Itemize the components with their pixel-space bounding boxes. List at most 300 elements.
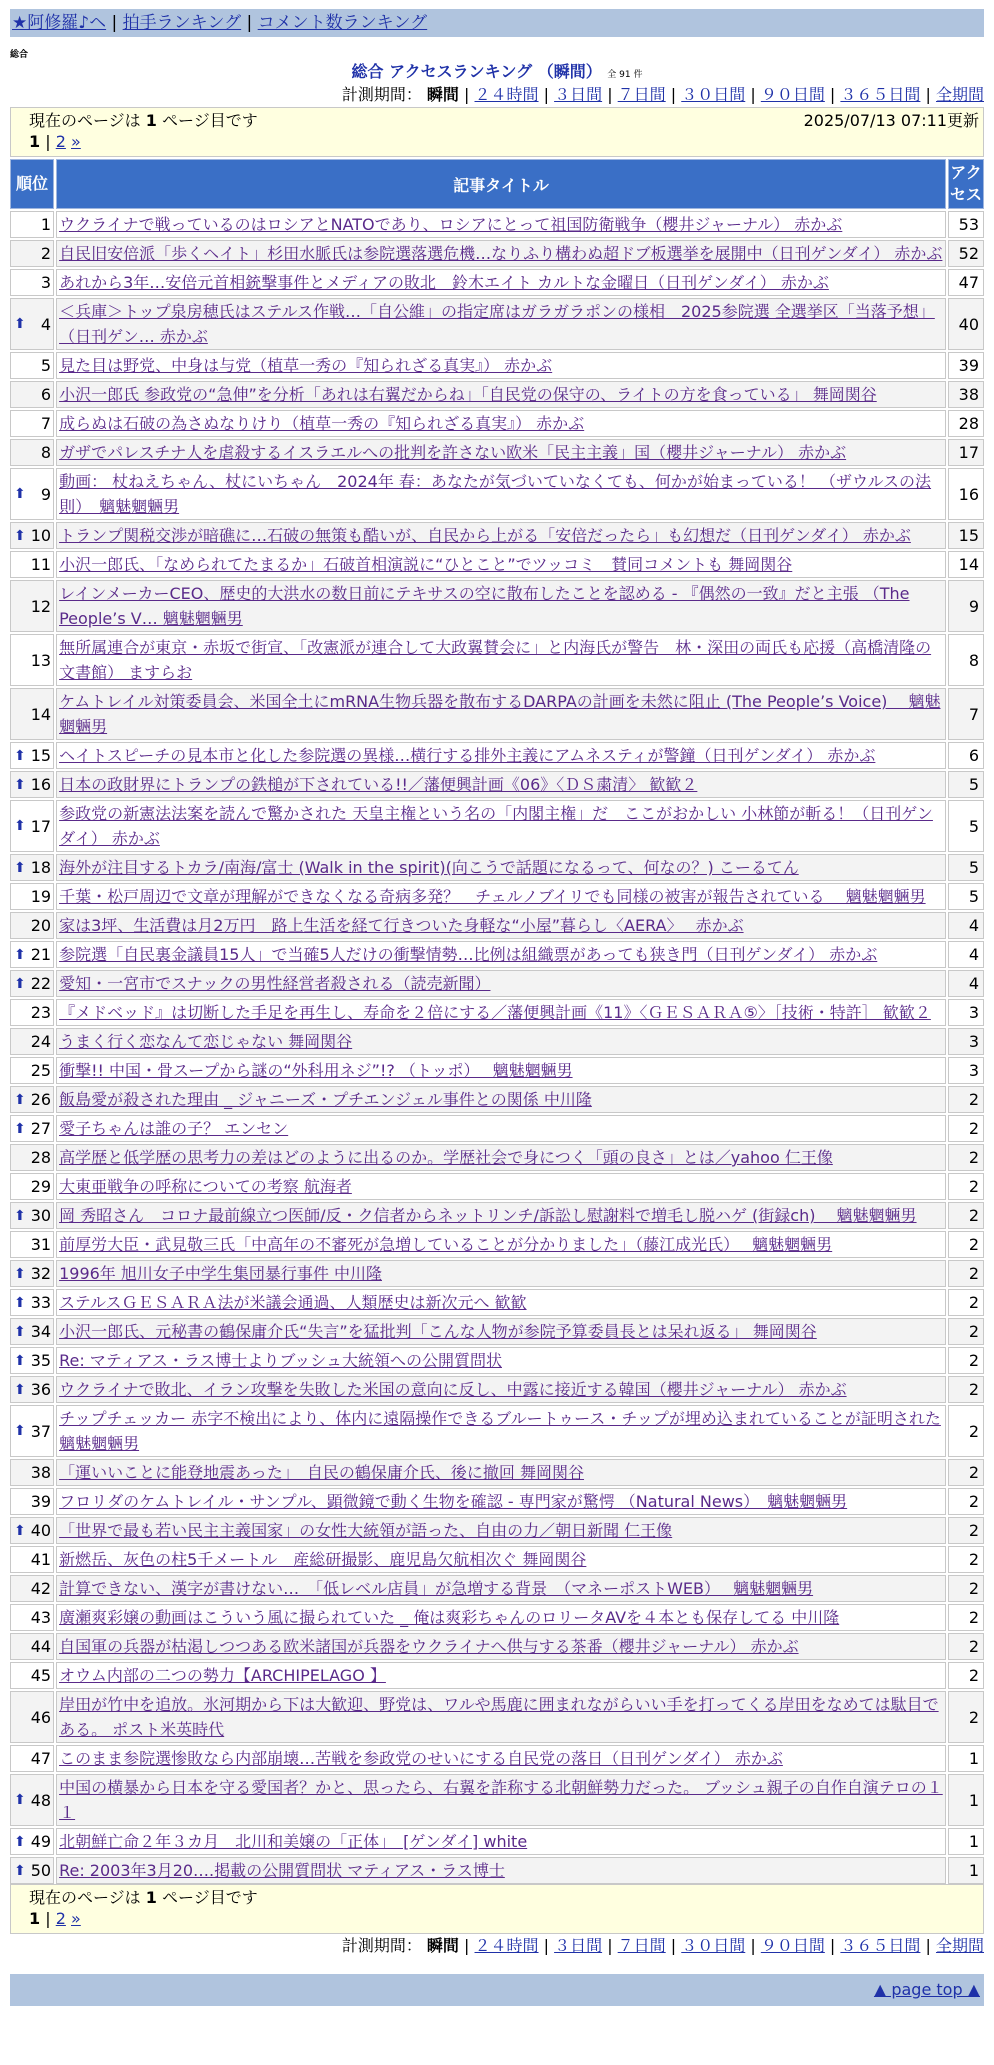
rank-cell — [10, 468, 54, 520]
access-count: 16 — [948, 468, 984, 520]
period-separator: | — [665, 1936, 682, 1955]
title-cell — [56, 381, 946, 408]
title-cell — [56, 1857, 946, 1884]
rank-cell — [10, 1260, 54, 1287]
access-count: 47 — [948, 269, 984, 296]
period-selector-bottom — [10, 1934, 984, 1958]
period-current: 瞬間 — [426, 85, 459, 104]
table-row — [10, 1405, 984, 1457]
article-title-link[interactable]: 北朝鮮亡命２年３カ月 北川和美嬢の「正体」 [ゲンダイ] white — [59, 1832, 528, 1851]
rank-number: 30 — [30, 1206, 52, 1225]
rank-cell — [10, 1405, 54, 1457]
access-count: 2 — [948, 1231, 984, 1258]
rank-cell — [10, 1662, 54, 1689]
title-cell — [56, 912, 946, 939]
rank-up-arrow-icon: ⬆ — [14, 1522, 26, 1539]
page-top-link[interactable]: ▲ page top ▲ — [873, 1980, 980, 1999]
period-separator: | — [824, 85, 841, 104]
rank-cell — [10, 941, 54, 968]
title-cell — [56, 1546, 946, 1573]
rank-number: 35 — [30, 1351, 52, 1370]
page-status-number: 1 — [145, 1888, 157, 1907]
table-row — [10, 1662, 984, 1689]
rank-cell — [10, 410, 54, 437]
rank-cell — [10, 269, 54, 296]
period-links — [464, 1936, 984, 1955]
rank-cell — [10, 1115, 54, 1142]
access-count: 9 — [948, 580, 984, 632]
article-title-link[interactable]: ガザでパレスチナ人を虐殺するイスラエルへの批判を許さない欧米「民主主義」国（櫻井ジャーナル） 赤かぶ — [59, 443, 847, 462]
rank-up-arrow-icon: ⬆ — [14, 975, 26, 992]
rank-number: 40 — [30, 1521, 52, 1540]
period-link[interactable]: ３０日間 — [681, 1936, 746, 1955]
access-count: 2 — [948, 1662, 984, 1689]
access-count: 15 — [948, 522, 984, 549]
next-page-link[interactable]: » — [71, 1909, 81, 1928]
page-2-link[interactable]: 2 — [55, 132, 66, 151]
article-title-link[interactable]: ＜兵庫＞トップ泉房穂氏はステルス作戦…「自公維」の指定席はガラガラポンの様相 2025参院選 全選挙区「当落予想」（日刊ゲン… 赤かぶ — [59, 302, 935, 346]
article-title-link[interactable]: 自国軍の兵器が枯渇しつつある欧米諸国が兵器をウクライナへ供与する茶番（櫻井ジャーナル） 赤かぶ — [59, 1637, 799, 1656]
table-row — [10, 771, 984, 798]
rank-up-arrow-icon: ⬆ — [14, 747, 26, 764]
article-title-link[interactable]: 衝撃!! 中国・骨スープから謎の“外科用ネジ”!? （トッポ） 魑魅魍魎男 — [59, 1061, 573, 1080]
article-title-link[interactable]: 「世界で最も若い民主主義国家」の女性大統領が語った、自由の力／朝日新聞 仁王像 — [59, 1521, 673, 1540]
period-link[interactable]: ７日間 — [617, 85, 666, 104]
rank-number: 29 — [30, 1177, 52, 1196]
article-title-link[interactable]: 千葉・松戸周辺で文章が理解ができなくなる奇病多発？ チェルノブイリでも同様の被害が報告されている 魑魅魍魎男 — [59, 887, 926, 906]
article-title-link[interactable]: 「運いいことに能登地震あった」 自民の鶴保庸介氏、後に撤回 舞岡関谷 — [59, 1463, 585, 1482]
rank-up-arrow-icon: ⬆ — [14, 859, 26, 876]
rank-up-arrow-icon: ⬆ — [14, 1265, 26, 1282]
table-row — [10, 634, 984, 686]
table-row — [10, 1115, 984, 1142]
table-row — [10, 941, 984, 968]
rank-cell — [10, 854, 54, 881]
home-link[interactable]: ★阿修羅♪ヘ — [12, 13, 107, 33]
applause-ranking-link[interactable]: 拍手ランキング — [122, 13, 242, 33]
article-title-link[interactable]: 成らぬは石破の為さぬなりけり（植草一秀の『知られざる真実』） 赤かぶ — [59, 414, 585, 433]
rank-cell — [10, 1347, 54, 1374]
rank-number: 48 — [30, 1790, 52, 1810]
page-info-top — [10, 107, 984, 157]
next-page-link[interactable]: » — [71, 132, 81, 151]
table-row — [10, 1057, 984, 1084]
table-row — [10, 1517, 984, 1544]
page-status-prefix: 現在のページは — [29, 1888, 146, 1907]
access-count: 2 — [948, 1289, 984, 1316]
rank-number: 39 — [30, 1492, 52, 1511]
rank-cell — [10, 800, 54, 852]
rank-cell — [10, 551, 54, 578]
article-title-link[interactable]: Re: 2003年3月20….掲載の公開質問状 マティアス・ラス博士 — [59, 1861, 505, 1880]
rank-number: 23 — [30, 1003, 52, 1022]
period-link[interactable]: ９０日間 — [760, 1936, 825, 1955]
rank-cell — [10, 883, 54, 910]
period-separator: | — [602, 1936, 618, 1955]
period-separator: | — [824, 1936, 841, 1955]
period-label: 計測期間： — [341, 1936, 422, 1955]
period-separator: | — [538, 85, 555, 104]
period-link[interactable]: ３６５日間 — [840, 1936, 921, 1955]
rank-cell — [10, 1144, 54, 1171]
table-row — [10, 211, 984, 238]
article-title-link[interactable]: 中国の横暴から日本を守る愛国者？かと、思ったら、右翼を詐称する北朝鮮勢力だった。 ブッシュ親子の自作自演テロの１１ — [59, 1778, 943, 1822]
access-count: 39 — [948, 352, 984, 379]
title-cell — [56, 1745, 946, 1772]
period-separator: | — [464, 85, 475, 104]
access-count: 2 — [948, 1086, 984, 1113]
article-title-link[interactable]: 1996年 旭川女子中学生集団暴行事件 中川隆 — [59, 1264, 382, 1283]
rank-number: 41 — [30, 1550, 52, 1569]
title-column-header: 記事タイトル — [56, 159, 946, 209]
period-link[interactable]: ７日間 — [617, 1936, 666, 1955]
table-row — [10, 1604, 984, 1631]
title-cell — [56, 1633, 946, 1660]
rank-number: 49 — [30, 1832, 52, 1851]
rank-up-arrow-icon: ⬆ — [14, 1323, 26, 1340]
period-separator: | — [920, 85, 936, 104]
table-row — [10, 1691, 984, 1743]
article-title-link[interactable]: フロリダのケムトレイル・サンプル、顕微鏡で動く生物を確認 - 専門家が驚愕 （Natural News） 魑魅魍魎男 — [59, 1492, 848, 1511]
access-count: 17 — [948, 439, 984, 466]
title-cell — [56, 1691, 946, 1743]
article-title-link[interactable]: 新燃岳、灰色の柱5千メートル 産総研撮影、鹿児島欠航相次ぐ 舞岡関谷 — [59, 1550, 587, 1569]
table-row — [10, 1318, 984, 1345]
title-cell — [56, 1662, 946, 1689]
rank-number: 14 — [30, 704, 52, 724]
title-cell — [56, 1115, 946, 1142]
title-cell — [56, 1057, 946, 1084]
rank-cell — [10, 1828, 54, 1855]
comment-ranking-link[interactable]: コメント数ランキング — [257, 13, 428, 33]
article-title-link[interactable]: 自民旧安倍派「歩くヘイト」杉田水脈氏は参院選落選危機…なりふり構わぬ超ドブ板選挙を展開中（日刊ゲンダイ） 赤かぶ — [59, 244, 943, 263]
article-title-link[interactable]: あれから3年…安倍元首相銃撃事件とメディアの敗北 鈴木エイト カルトな金曜日（日刊ゲンダイ） 赤かぶ — [59, 273, 829, 292]
table-row — [10, 1575, 984, 1602]
rank-number: 8 — [40, 443, 52, 462]
article-title-link[interactable]: ケムトレイル対策委員会、米国全土にmRNA生物兵器を散布するDARPAの計画を未然に阻止 (The People’s Voice) 魑魅魍魎男 — [59, 692, 941, 736]
rank-number: 45 — [30, 1666, 52, 1685]
table-row — [10, 1459, 984, 1486]
title-cell — [56, 941, 946, 968]
rank-up-arrow-icon: ⬆ — [14, 1352, 26, 1369]
title-cell — [56, 522, 946, 549]
title-cell — [56, 1459, 946, 1486]
rank-cell — [10, 1546, 54, 1573]
title-cell — [56, 1405, 946, 1457]
rank-cell — [10, 580, 54, 632]
article-title-link[interactable]: 動画： 杖ねえちゃん、杖にいちゃん 2024年 春：あなたが気づいていなくても、何かが始まっている！ （ザウルスの法則） 魑魅魍魎男 — [59, 472, 932, 516]
rank-number: 26 — [30, 1090, 52, 1109]
rank-cell — [10, 1231, 54, 1258]
article-title-link[interactable]: ウクライナで敗北、イラン攻撃を失敗した米国の意向に反し、中露に接近する韓国（櫻井ジャーナル） 赤かぶ — [59, 1380, 847, 1399]
title-cell — [56, 1347, 946, 1374]
title-cell — [56, 771, 946, 798]
access-count: 2 — [948, 1546, 984, 1573]
current-page: 1 — [29, 132, 41, 151]
rank-up-arrow-icon: ⬆ — [14, 1423, 26, 1439]
ranking-title: 総合 アクセスランキング （瞬間） — [351, 62, 602, 81]
rank-up-arrow-icon: ⬆ — [14, 1862, 26, 1879]
rank-cell — [10, 634, 54, 686]
period-link[interactable]: ３０日間 — [681, 85, 746, 104]
rank-number: 6 — [40, 385, 52, 404]
title-cell — [56, 1231, 946, 1258]
article-title-link[interactable]: 岡 秀昭さん コロナ最前線立つ医師/反・ク信者からネットリンチ/訴訟し慰謝料で増毛し脱ハゲ (街録ch) 魑魅魍魎男 — [59, 1206, 917, 1225]
period-link[interactable]: ３６５日間 — [840, 85, 921, 104]
title-cell — [56, 269, 946, 296]
rank-number: 1 — [40, 215, 52, 234]
table-row — [10, 381, 984, 408]
table-row — [10, 1347, 984, 1374]
rank-cell — [10, 211, 54, 238]
access-count: 2 — [948, 1575, 984, 1602]
rank-number: 46 — [30, 1707, 52, 1727]
title-cell — [56, 1604, 946, 1631]
rank-cell — [10, 352, 54, 379]
table-row — [10, 1202, 984, 1229]
rank-number: 25 — [30, 1061, 52, 1080]
table-row — [10, 1546, 984, 1573]
rank-number: 7 — [40, 414, 52, 433]
period-link[interactable]: ３日間 — [554, 85, 603, 104]
rank-number: 36 — [30, 1380, 52, 1399]
period-link[interactable]: ２４時間 — [474, 85, 539, 104]
rank-cell — [10, 1376, 54, 1403]
table-row — [10, 1028, 984, 1055]
access-count: 5 — [948, 800, 984, 852]
table-row — [10, 970, 984, 997]
title-cell — [56, 439, 946, 466]
article-title-link[interactable]: オウム内部の二つの勢力【ARCHIPELAGO 】 — [59, 1666, 386, 1685]
title-cell — [56, 970, 946, 997]
access-count: 2 — [948, 1347, 984, 1374]
article-title-link[interactable]: 参政党の新憲法法案を読んで驚かされた 天皇主権という名の「内閣主権」だ ここがおかしい 小林節が斬る！（日刊ゲンダイ） 赤かぶ — [59, 804, 933, 848]
rank-number: 12 — [30, 596, 52, 616]
rank-cell — [10, 1028, 54, 1055]
rank-number: 43 — [30, 1608, 52, 1627]
article-title-link[interactable]: うまく行く恋なんて恋じゃない 舞岡関谷 — [59, 1032, 353, 1051]
table-row — [10, 999, 984, 1026]
rank-number: 34 — [30, 1322, 52, 1341]
rank-cell — [10, 1289, 54, 1316]
rank-up-arrow-icon: ⬆ — [14, 486, 26, 502]
article-title-link[interactable]: 愛子ちゃんは誰の子？ エンセン — [59, 1119, 289, 1138]
table-row — [10, 800, 984, 852]
rank-number: 17 — [30, 816, 52, 836]
article-title-link[interactable]: 小沢一郎氏、「なめられてたまるか」石破首相演説に“ひとこと”でツッコミ 賛同コメントも 舞岡関谷 — [59, 555, 793, 574]
article-title-link[interactable]: このまま参院選惨敗なら内部崩壊…苦戦を参政党のせいにする自民党の落日（日刊ゲンダイ） 赤かぶ — [59, 1749, 783, 1768]
table-row — [10, 1857, 984, 1884]
rank-cell — [10, 439, 54, 466]
rank-cell — [10, 688, 54, 740]
page-status-suffix: ページ目です — [156, 111, 258, 130]
table-row — [10, 1231, 984, 1258]
article-title-link[interactable]: 大東亜戦争の呼称についての考察 航海者 — [59, 1177, 352, 1196]
period-separator: | — [665, 85, 682, 104]
article-title-link[interactable]: トランプ関税交渉が暗礁に…石破の無策も酷いが、自民から上がる「安倍だったら」も幻想だ（日刊ゲンダイ） 赤かぶ — [59, 526, 911, 545]
rank-number: 19 — [30, 887, 52, 906]
rank-number: 22 — [30, 974, 52, 993]
access-count: 3 — [948, 1028, 984, 1055]
rank-number: 2 — [40, 244, 52, 263]
rank-up-arrow-icon: ⬆ — [14, 1792, 26, 1808]
title-cell — [56, 634, 946, 686]
period-link[interactable]: 全期間 — [935, 1936, 984, 1955]
rank-number: 33 — [30, 1293, 52, 1312]
access-count: 2 — [948, 1376, 984, 1403]
rank-number: 20 — [30, 916, 52, 935]
article-title-link[interactable]: 愛知・一宮市でスナックの男性経営者殺される（読売新聞） — [59, 974, 491, 993]
table-row — [10, 551, 984, 578]
access-count: 2 — [948, 1459, 984, 1486]
title-cell — [56, 1260, 946, 1287]
title-cell — [56, 1488, 946, 1515]
article-title-link[interactable]: 飯島愛が殺された理由 _ ジャニーズ・プチエンジェル事件との関係 中川隆 — [59, 1090, 592, 1109]
title-cell — [56, 1774, 946, 1826]
article-title-link[interactable]: ステルスＧＥＳＡＲＡ法が米議会通過、人類歴史は新次元へ 歓歓 — [59, 1293, 527, 1312]
title-cell — [56, 1144, 946, 1171]
page-2-link[interactable]: 2 — [55, 1909, 66, 1928]
access-count: 2 — [948, 1691, 984, 1743]
title-cell — [56, 211, 946, 238]
title-cell — [56, 551, 946, 578]
rank-number: 15 — [30, 746, 52, 765]
table-row — [10, 1774, 984, 1826]
table-row — [10, 1173, 984, 1200]
rank-up-arrow-icon: ⬆ — [14, 1294, 26, 1311]
period-separator: | — [745, 1936, 761, 1955]
period-link[interactable]: 全期間 — [935, 85, 984, 104]
article-title-link[interactable]: 日本の政財界にトランプの鉄槌が下されている!!／藩便興計画《06》〈ＤＳ粛清〉 歓歓２ — [59, 775, 698, 794]
rank-up-arrow-icon: ⬆ — [14, 1207, 26, 1224]
rank-number: 21 — [30, 945, 52, 964]
current-page: 1 — [29, 1909, 41, 1928]
page-title — [10, 61, 984, 83]
rank-number: 10 — [30, 526, 52, 545]
period-separator: | — [464, 1936, 475, 1955]
table-row — [10, 410, 984, 437]
nav-separator: | — [246, 13, 253, 33]
access-count: 4 — [948, 970, 984, 997]
page-status-number: 1 — [145, 111, 157, 130]
title-cell — [56, 1086, 946, 1113]
access-count: 5 — [948, 854, 984, 881]
table-row — [10, 1745, 984, 1772]
rank-cell — [10, 1745, 54, 1772]
pagination-separator: | — [45, 1909, 51, 1928]
access-count: 1 — [948, 1828, 984, 1855]
table-row — [10, 269, 984, 296]
table-row — [10, 580, 984, 632]
article-title-link[interactable]: 家は3坪、生活費は月2万円 路上生活を経て行きついた身軽な“小屋”暮らし〈AERA〉 赤かぶ — [59, 916, 744, 935]
title-cell — [56, 1289, 946, 1316]
access-count: 2 — [948, 1405, 984, 1457]
access-count: 2 — [948, 1318, 984, 1345]
article-title-link[interactable]: 参院選「自民裏金議員15人」で当確5人だけの衝撃情勢…比例は組織票があっても狭き門（日刊ゲンダイ） 赤かぶ — [59, 945, 878, 964]
article-title-link[interactable]: ウクライナで戦っているのはロシアとNATOであり、ロシアにとって祖国防衛戦争（櫻井ジャーナル） 赤かぶ — [59, 215, 843, 234]
period-link[interactable]: ９０日間 — [760, 85, 825, 104]
rank-cell — [10, 1459, 54, 1486]
rank-cell — [10, 381, 54, 408]
access-count: 2 — [948, 1517, 984, 1544]
rank-cell — [10, 1604, 54, 1631]
period-link[interactable]: ２４時間 — [474, 1936, 539, 1955]
article-title-link[interactable]: 無所属連合が東京・赤坂で街宣、「改憲派が連合して大政翼賛会に」と内海氏が警告 林・深田の両氏も応援（高橋清隆の文書館） ますらお — [59, 638, 932, 682]
table-row — [10, 688, 984, 740]
rank-up-arrow-icon: ⬆ — [14, 776, 26, 793]
article-title-link[interactable]: 小沢一郎氏、元秘書の鶴保庸介氏“失言”を猛批判「こんな人物が参院予算委員長とは呆れ返る」 舞岡関谷 — [59, 1322, 817, 1341]
access-count: 4 — [948, 941, 984, 968]
rank-number: 47 — [30, 1749, 52, 1768]
table-row — [10, 1086, 984, 1113]
period-link[interactable]: ３日間 — [554, 1936, 603, 1955]
access-count: 7 — [948, 688, 984, 740]
rank-up-arrow-icon: ⬆ — [14, 1120, 26, 1137]
rank-number: 37 — [30, 1421, 52, 1441]
rank-number: 38 — [30, 1463, 52, 1482]
article-title-link[interactable]: 岸田が竹中を追放。氷河期から下は大歓迎、野党は、ワルや馬鹿に囲まれながらいい手を打ってくる岸田をなめては駄目である。 ポスト米英時代 — [59, 1695, 939, 1739]
article-title-link[interactable]: チップチェッカー 赤字不検出により、体内に遠隔操作できるブルートゥース・チップが埋め込まれていることが証明された 魑魅魍魎男 — [59, 1409, 941, 1453]
ranking-body — [10, 211, 984, 1884]
title-cell — [56, 410, 946, 437]
access-count: 4 — [948, 912, 984, 939]
article-title-link[interactable]: ヘイトスピーチの見本市と化した参院選の異様…横行する排外主義にアムネスティが警鐘（日刊ゲンダイ） 赤かぶ — [59, 746, 876, 765]
access-count: 53 — [948, 211, 984, 238]
article-title-link[interactable]: 海外が注目するトカラ/南海/富士 (Walk in the spirit)(向こうで話題になるって、何なの？) こーるてん — [59, 858, 799, 877]
updated-timestamp: 2025/07/13 07:11更新 — [803, 111, 979, 130]
article-title-link[interactable]: 高学歴と低学歴の思考力の差はどのように出るのか。学歴社会で身につく「頭の良さ」とは／yahoo 仁王像 — [59, 1148, 833, 1167]
period-separator: | — [920, 1936, 936, 1955]
rank-up-arrow-icon: ⬆ — [14, 946, 26, 963]
article-title-link[interactable]: 『メドベッド』は切断した手足を再生し、寿命を２倍にする／藩便興計画《11》〈ＧＥＳＡＲＡ⑤〉［技術・特許］ 歓歓２ — [59, 1003, 931, 1022]
article-title-link[interactable]: Re: マティアス・ラス博士よりブッシュ大統領への公開質問状 — [59, 1351, 502, 1370]
article-title-link[interactable]: 見た目は野党、中身は与党（植草一秀の『知られざる真実』） 赤かぶ — [59, 356, 553, 375]
period-separator: | — [538, 1936, 555, 1955]
title-cell — [56, 1376, 946, 1403]
article-title-link[interactable]: 計算できない、漢字が書けない… 「低レベル店員」が急増する背景 （マネーポストWEB） 魑魅魍魎男 — [59, 1579, 814, 1598]
article-title-link[interactable]: 廣瀬爽彩嬢の動画はこういう風に撮られていた _ 俺は爽彩ちゃんのロリータAVを４本とも保存してる 中川隆 — [59, 1608, 840, 1627]
rank-number: 4 — [40, 314, 52, 334]
access-count: 3 — [948, 1057, 984, 1084]
table-row — [10, 1828, 984, 1855]
access-count: 40 — [948, 298, 984, 350]
table-row — [10, 1289, 984, 1316]
rank-number: 11 — [30, 555, 52, 574]
ranking-table — [8, 157, 986, 1886]
table-row — [10, 1260, 984, 1287]
access-count: 52 — [948, 240, 984, 267]
table-row — [10, 1376, 984, 1403]
rank-number: 28 — [30, 1148, 52, 1167]
title-cell — [56, 883, 946, 910]
rank-cell — [10, 771, 54, 798]
article-title-link[interactable]: レインメーカーCEO、歴史的大洪水の数日前にテキサスの空に散布したことを認める - 『偶然の一致』だと主張 （The People’s V… 魑魅魍魎男 — [59, 584, 910, 628]
rank-cell — [10, 298, 54, 350]
rank-up-arrow-icon: ⬆ — [14, 1833, 26, 1850]
rank-number: 42 — [30, 1579, 52, 1598]
title-cell — [56, 742, 946, 769]
rank-cell — [10, 1318, 54, 1345]
access-count: 1 — [948, 1745, 984, 1772]
pagination — [29, 132, 965, 152]
article-title-link[interactable]: 小沢一郎氏 参政党の“急伸”を分析「あれは右翼だからね」「自民党の保守の、ライトの方を食っている」 舞岡関谷 — [59, 385, 877, 404]
period-separator: | — [745, 85, 761, 104]
table-row — [10, 439, 984, 466]
period-links — [464, 85, 984, 104]
category-label: 総合 — [10, 50, 29, 60]
article-title-link[interactable]: 前厚労大臣・武見敬三氏「中高年の不審死が急増していることが分かりました」（藤江成光氏） 魑魅魍魎男 — [59, 1235, 833, 1254]
access-count: 2 — [948, 1202, 984, 1229]
